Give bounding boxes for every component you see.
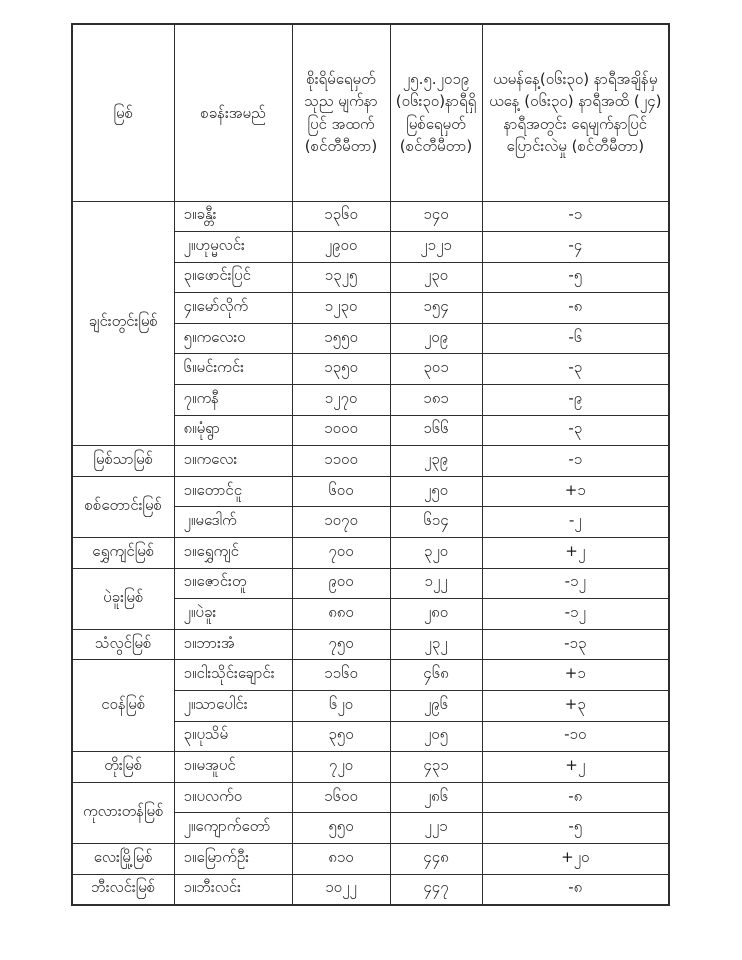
current-level-cell: ၃၀၁ <box>390 354 482 385</box>
danger-level-cell: ၆၀၀ <box>292 476 390 507</box>
station-name-cell: ၁။ပလက်ဝ <box>174 782 292 813</box>
current-level-cell: ၂၈၆ <box>390 782 482 813</box>
station-name-cell: ၈။မုံရွာ <box>174 415 292 446</box>
change-24h-cell: -၅ <box>482 262 669 293</box>
table-row <box>72 568 669 599</box>
river-name-cell: ရွှေကျင်မြစ် <box>72 538 174 569</box>
header-river: မြစ် <box>72 24 174 201</box>
change-24h-cell: -၂ <box>482 507 669 538</box>
current-level-cell: ၁၅၄ <box>390 293 482 324</box>
table-row <box>72 201 669 232</box>
danger-level-cell: ၁၀၀၀ <box>292 415 390 446</box>
current-level-cell: ၂၀၉ <box>390 323 482 354</box>
current-level-cell: ၂၃၉ <box>390 446 482 477</box>
table-row <box>72 752 669 783</box>
change-24h-cell: +၁ <box>482 660 669 691</box>
change-24h-cell: -၁ <box>482 201 669 232</box>
station-name-cell: ၁။ကလေး <box>174 446 292 477</box>
station-name-cell: ၁။ရွှေကျင် <box>174 538 292 569</box>
station-name-cell: ၁။ငါးသိုင်းချောင်း <box>174 660 292 691</box>
station-name-cell: ၁။ဇောင်းတူ <box>174 568 292 599</box>
header-row <box>72 24 669 201</box>
change-24h-cell: -၁၀ <box>482 721 669 752</box>
change-24h-cell: +၂ <box>482 752 669 783</box>
current-level-cell: ၄၄၇ <box>390 874 482 905</box>
danger-level-cell: ၇၀၀ <box>292 538 390 569</box>
current-level-cell: ၄၃၁ <box>390 752 482 783</box>
station-name-cell: ၂။ဟုမ္မလင်း <box>174 232 292 263</box>
table-row <box>72 782 669 813</box>
danger-level-cell: ၆၂၀ <box>292 691 390 722</box>
danger-level-cell: ၁၀၂၂ <box>292 874 390 905</box>
station-name-cell: ၇။ကနီ <box>174 385 292 416</box>
table-row <box>72 476 669 507</box>
danger-level-cell: ၁၀၇၀ <box>292 507 390 538</box>
station-name-cell: ၂။ပဲခူး <box>174 599 292 630</box>
station-name-cell: ၁။မြောက်ဦး <box>174 843 292 874</box>
danger-level-cell: ၉၀၀ <box>292 568 390 599</box>
danger-level-cell: ၁၂၃၀ <box>292 293 390 324</box>
current-level-cell: ၂၃၂ <box>390 629 482 660</box>
current-level-cell: ၁၄၀ <box>390 201 482 232</box>
river-water-levels-table <box>71 23 670 906</box>
danger-level-cell: ၅၅၀ <box>292 813 390 844</box>
current-level-cell: ၄၆၈ <box>390 660 482 691</box>
danger-level-cell: ၁၆၀၀ <box>292 782 390 813</box>
river-name-cell: ချင်းတွင်းမြစ် <box>72 201 174 446</box>
change-24h-cell: +၃ <box>482 691 669 722</box>
current-level-cell: ၂၉၆ <box>390 691 482 722</box>
current-level-cell: ၂၅၀ <box>390 476 482 507</box>
change-24h-cell: -၃ <box>482 354 669 385</box>
current-level-cell: ၂၀၅ <box>390 721 482 752</box>
table-body <box>72 201 669 905</box>
danger-level-cell: ၁၁၆၀ <box>292 660 390 691</box>
danger-level-cell: ၁၁၀၀ <box>292 446 390 477</box>
station-name-cell: ၂။သာပေါင်း <box>174 691 292 722</box>
station-name-cell: ၅။ကလေးဝ <box>174 323 292 354</box>
change-24h-cell: -၈ <box>482 293 669 324</box>
station-name-cell: ၂။ကျောက်တော် <box>174 813 292 844</box>
river-name-cell: တိုးမြစ် <box>72 752 174 783</box>
river-name-cell: လေးမြို့မြစ် <box>72 843 174 874</box>
danger-level-cell: ၁၂၇၀ <box>292 385 390 416</box>
change-24h-cell: -၄ <box>482 232 669 263</box>
current-level-cell: ၁၆၆ <box>390 415 482 446</box>
station-name-cell: ၁။ခန္တီး <box>174 201 292 232</box>
change-24h-cell: -၁၂ <box>482 599 669 630</box>
table-row <box>72 843 669 874</box>
danger-level-cell: ၇၅၀ <box>292 629 390 660</box>
change-24h-cell: +၁ <box>482 476 669 507</box>
current-level-cell: ၃၂၀ <box>390 538 482 569</box>
river-name-cell: မြစ်သာမြစ် <box>72 446 174 477</box>
station-name-cell: ၁။တောင်ငူ <box>174 476 292 507</box>
current-level-cell: ၂၁၂၁ <box>390 232 482 263</box>
change-24h-cell: +၂ <box>482 538 669 569</box>
station-name-cell: ၃။ပုသိမ် <box>174 721 292 752</box>
danger-level-cell: ၂၉၀၀ <box>292 232 390 263</box>
header-change-24h: ယမန်နေ့(၀၆း၃၀) နာရီအချိန်မှ ယနေ့ (၀၆း၃၀) နာရီအထိ (၂၄) နာရီအတွင်း ရေမျက်နာပြင်ပြောင်းလဲမှု (စင်တီမီတာ) <box>482 24 669 201</box>
river-name-cell: ဘီးလင်းမြစ် <box>72 874 174 905</box>
river-name-cell: သံလွင်မြစ် <box>72 629 174 660</box>
current-level-cell: ၄၄၈ <box>390 843 482 874</box>
current-level-cell: ၂၈၀ <box>390 599 482 630</box>
change-24h-cell: -၉ <box>482 385 669 416</box>
table-row <box>72 538 669 569</box>
danger-level-cell: ၁၃၂၅ <box>292 262 390 293</box>
danger-level-cell: ၁၅၅၀ <box>292 323 390 354</box>
change-24h-cell: -၈ <box>482 874 669 905</box>
station-name-cell: ၆။မင်းကင်း <box>174 354 292 385</box>
change-24h-cell: -၁ <box>482 446 669 477</box>
station-name-cell: ၃။ဖောင်းပြင် <box>174 262 292 293</box>
danger-level-cell: ၇၂၀ <box>292 752 390 783</box>
river-name-cell: စစ်တောင်းမြစ် <box>72 476 174 537</box>
river-name-cell: ကုလားတန်မြစ် <box>72 782 174 843</box>
current-level-cell: ၁၂၂ <box>390 568 482 599</box>
header-station-name: စခန်းအမည် <box>174 24 292 201</box>
change-24h-cell: -၁၂ <box>482 568 669 599</box>
station-name-cell: ၁။ဘီးလင်း <box>174 874 292 905</box>
current-level-cell: ၂၂၁ <box>390 813 482 844</box>
river-name-cell: ငဝန်မြစ် <box>72 660 174 752</box>
current-level-cell: ၆၁၄ <box>390 507 482 538</box>
change-24h-cell: -၅ <box>482 813 669 844</box>
table-header <box>72 24 669 201</box>
change-24h-cell: +၂၀ <box>482 843 669 874</box>
station-name-cell: ၁။မအူပင် <box>174 752 292 783</box>
table-row <box>72 660 669 691</box>
danger-level-cell: ၁၃၅၀ <box>292 354 390 385</box>
change-24h-cell: -၆ <box>482 323 669 354</box>
current-level-cell: ၂၃၀ <box>390 262 482 293</box>
table-row <box>72 874 669 905</box>
danger-level-cell: ၈၁၀ <box>292 843 390 874</box>
danger-level-cell: ၃၅၀ <box>292 721 390 752</box>
danger-level-cell: ၁၃၆၀ <box>292 201 390 232</box>
header-current-level: ၂၅.၅.၂၀၁၉ (၀၆း၃၀)နာရီရှိ မြစ်ရေမှတ် (စင်တီမီတာ) <box>390 24 482 201</box>
table-row <box>72 446 669 477</box>
current-level-cell: ၁၈၁ <box>390 385 482 416</box>
station-name-cell: ၂။မဒေါက် <box>174 507 292 538</box>
table-row <box>72 629 669 660</box>
station-name-cell: ၄။မော်လိုက် <box>174 293 292 324</box>
river-name-cell: ပဲခူးမြစ် <box>72 568 174 629</box>
change-24h-cell: -၃ <box>482 415 669 446</box>
change-24h-cell: -၁၃ <box>482 629 669 660</box>
change-24h-cell: -၈ <box>482 782 669 813</box>
header-danger-level: စိုးရိမ်ရေမှတ် သုည မျက်နာပြင် အထက် (စင်တီမီတာ) <box>292 24 390 201</box>
danger-level-cell: ၈၈၀ <box>292 599 390 630</box>
station-name-cell: ၁။ဘားအံ <box>174 629 292 660</box>
